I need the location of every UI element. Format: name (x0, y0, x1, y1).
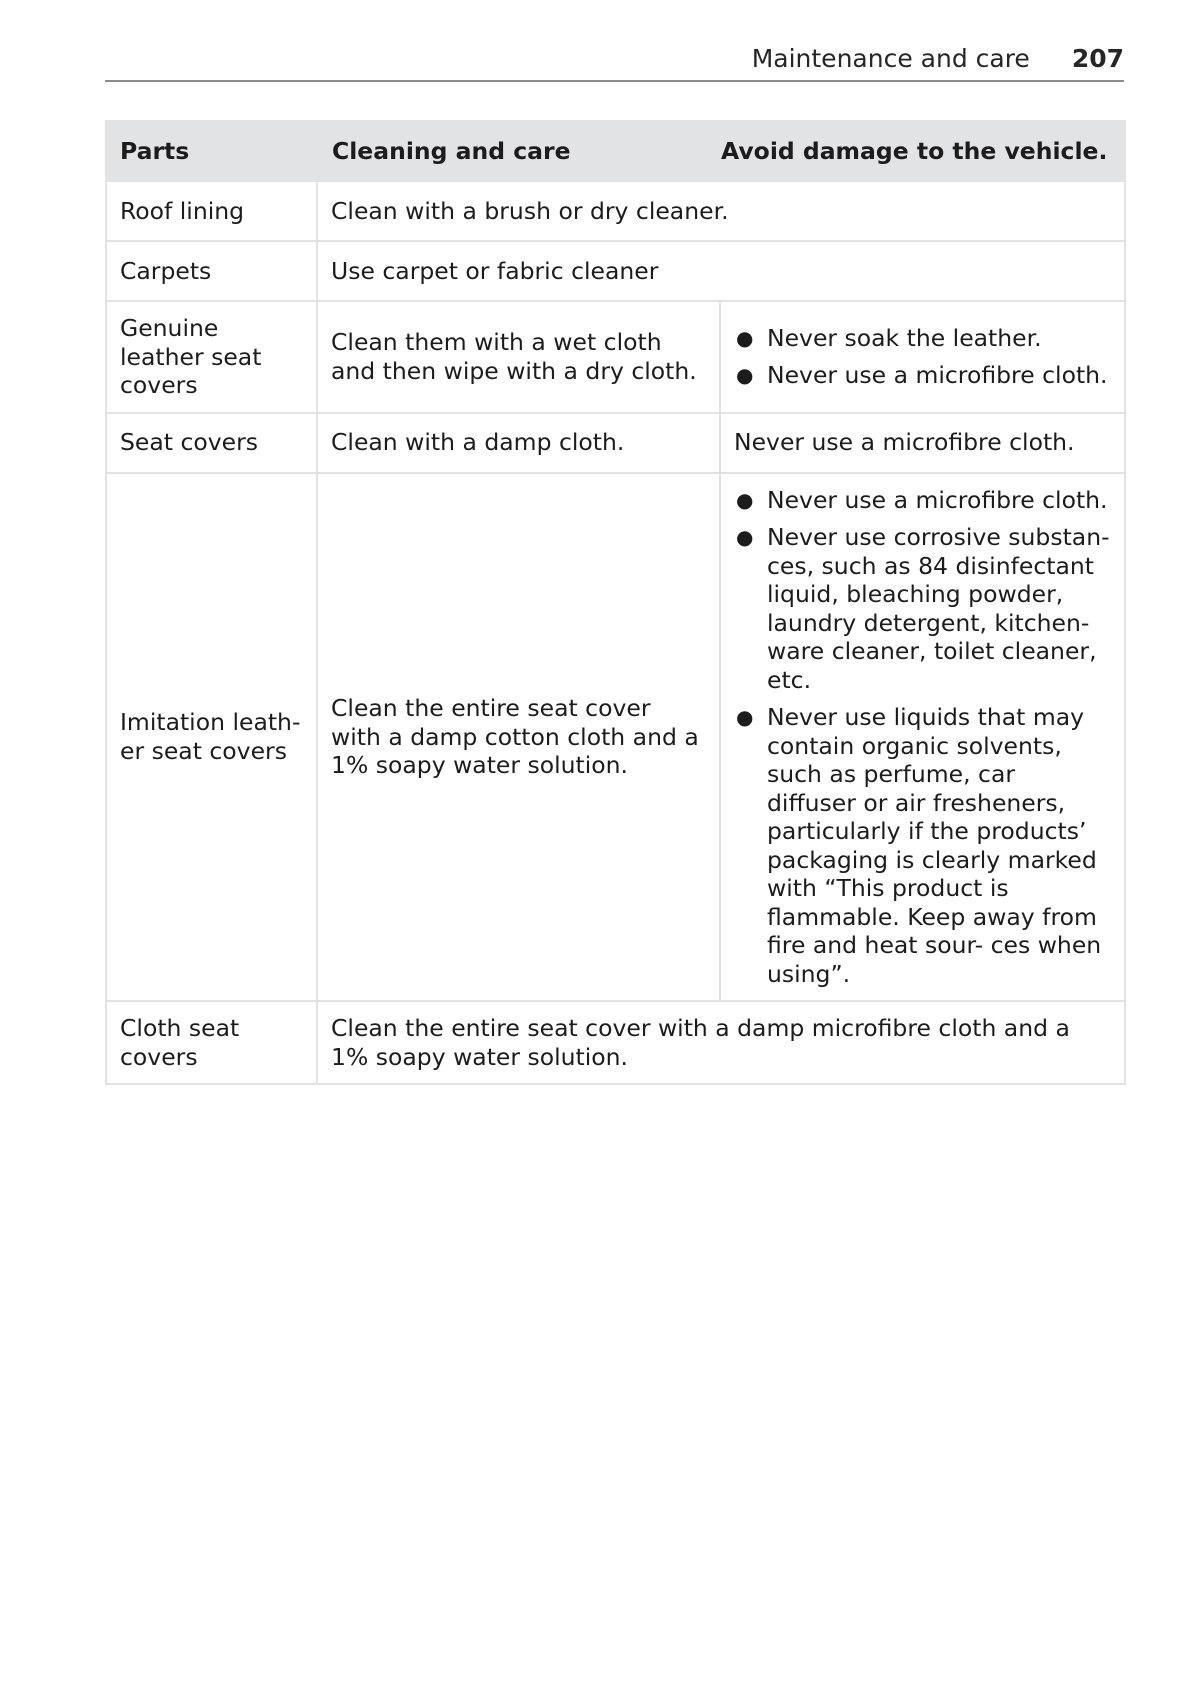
bullet-icon: ● (736, 325, 754, 350)
bullet-icon: ● (736, 363, 754, 388)
avoid-text: Never use liquids that may contain organic solvents, such as perfume, car diffuser or air fresheners, particularly if the products’ packaging is clearly marked with “This product is flammable. Keep away from fire and heat sour- ces when using”. (767, 703, 1102, 988)
page-header (105, 44, 1124, 82)
avoid-text: Never use a microfibre cloth. (767, 485, 1108, 514)
avoid-cell (720, 301, 1125, 413)
cleaning-cell: Use carpet or fabric cleaner (317, 241, 1125, 301)
avoid-cell (720, 473, 1125, 1002)
avoid-list-item (734, 523, 1111, 694)
page-number: 207 (1071, 44, 1124, 73)
table-row (106, 241, 1125, 301)
table-row (106, 473, 1125, 1002)
table-row (106, 413, 1125, 473)
part-cell: Cloth seat covers (106, 1001, 317, 1084)
avoid-list (734, 324, 1111, 390)
table-header-row (106, 121, 1125, 181)
cleaning-cell: Clean with a damp cloth. (317, 413, 720, 473)
column-header-avoid: Avoid damage to the vehicle. (720, 121, 1125, 181)
cleaning-cell: Clean the entire seat cover with a damp microfibre cloth and a 1% soapy water solution. (317, 1001, 1125, 1084)
cleaning-cell: Clean them with a wet cloth and then wipe with a dry cloth. (317, 301, 720, 413)
bullet-icon: ● (736, 525, 754, 549)
table-row (106, 301, 1125, 413)
avoid-list-item (734, 486, 1111, 515)
avoid-list-item (734, 703, 1111, 988)
avoid-cell: Never use a microfibre cloth. (720, 413, 1125, 473)
section-title: Maintenance and care (751, 44, 1030, 73)
avoid-text: Never use corrosive substan- ces, such as 84 disinfectant liquid, bleaching powder, laundry detergent, kitchen- ware cleaner, toilet cleaner, etc. (767, 523, 1110, 694)
column-header-cleaning: Cleaning and care (317, 121, 720, 181)
avoid-text: Never use a microfibre cloth. (767, 361, 1108, 390)
part-cell: Seat covers (106, 413, 317, 473)
part-cell: Genuine leather seat covers (106, 301, 317, 413)
bullet-icon: ● (736, 705, 754, 729)
cleaning-cell: Clean the entire seat cover with a damp cotton cloth and a 1% soapy water solution. (317, 473, 720, 1002)
part-cell: Carpets (106, 241, 317, 301)
care-table (105, 120, 1126, 1085)
part-cell: Roof lining (106, 181, 317, 241)
table-row (106, 181, 1125, 241)
table-row (106, 1001, 1125, 1084)
part-cell: Imitation leath- er seat covers (106, 473, 317, 1002)
avoid-list (734, 486, 1111, 989)
avoid-list-item (734, 361, 1111, 390)
bullet-icon: ● (736, 487, 754, 512)
avoid-text: Never soak the leather. (767, 323, 1042, 352)
cleaning-cell: Clean with a brush or dry cleaner. (317, 181, 1125, 241)
avoid-list-item (734, 324, 1111, 353)
column-header-parts: Parts (106, 121, 317, 181)
